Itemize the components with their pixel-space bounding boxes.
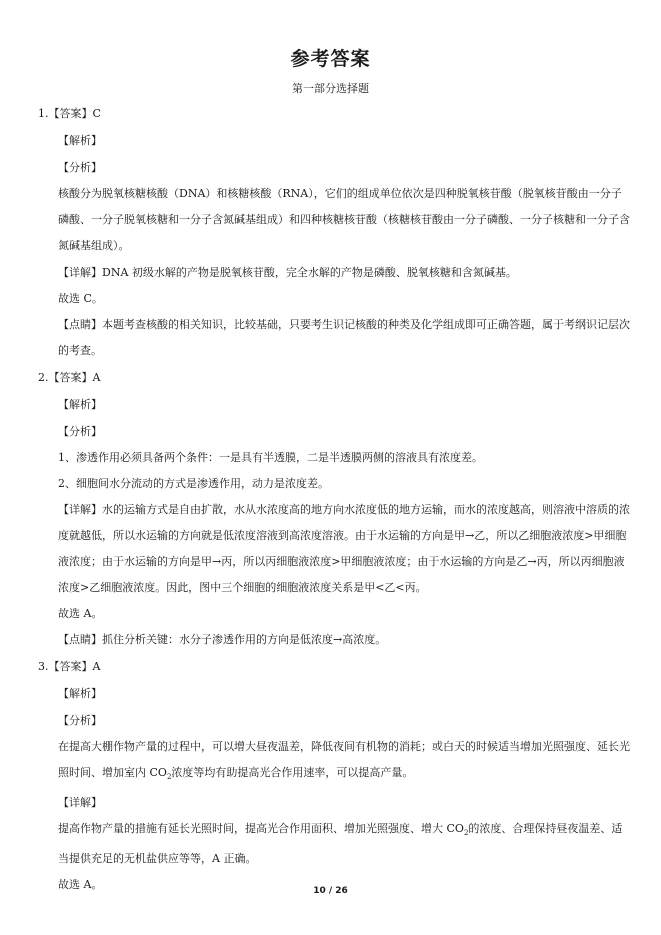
answer-1-jiexi: 【解析】	[58, 134, 102, 147]
page-number: 10 / 26	[313, 886, 348, 896]
answer-2-jiexi: 【解析】	[58, 398, 102, 411]
answer-1-analysis: 核酸分为脱氧核糖核酸（DNA）和核糖核酸（RNA），它们的组成单位依次是四种脱氧核苷酸（脱氧核苷酸由一分子磷酸、一分子脱氧核糖和一分子含氮碱基组成）和四种核糖核苷酸（核糖核苷酸由一分子磷酸、一分子核糖和一分子含氮碱基组成）。	[58, 187, 630, 252]
answer-3-heading: 3.【答案】A	[38, 660, 101, 673]
answer-3-analysis-part-b: 浓度等均有助提高光合作用速率，可以提高产量。	[171, 766, 414, 779]
answer-content	[38, 106, 628, 898]
answer-3-analysis	[38, 734, 630, 790]
answer-2-comment: 【点睛】抓住分析关键：水分子渗透作用的方向是低浓度→高浓度。	[58, 633, 387, 646]
answer-3-detail-part-a: 提高作物产量的措施有延长光照时间，提高光合作用面积、增加光照强度、增大 CO	[58, 822, 464, 836]
answer-3-analysis-part-a: 在提高大棚作物产量的过程中，可以增大昼夜温差，降低夜间有机物的消耗；或白天的时候适当增加光照强度、延长光照时间、增加室内 CO	[58, 740, 630, 779]
answer-3-detail-part-b: 的浓度、合理保持昼夜温差、适当提供充足的无机盐供应等等，A 正确。	[58, 822, 623, 866]
answer-3-fenxi: 【分析】	[58, 714, 102, 727]
answer-2-choice: 故选 A。	[58, 607, 103, 620]
answer-2-heading: 2.【答案】A	[38, 371, 101, 384]
answer-3-analysis-subscript: 2	[166, 773, 172, 782]
answer-2-detail: 【详解】水的运输方式是自由扩散，水从水浓度高的地方向水浓度低的地方运输，而水的浓度越高，则溶液中溶质的浓度就越低，所以水运输的方向就是低浓度溶液到高浓度溶液。由于水运输的方向是甲→乙，所以乙细胞液浓度>甲细胞液浓度；由于水运输的方向是甲→丙，所以丙细胞液浓度>甲细胞液浓度；由于水运输的方向是乙→丙，所以丙细胞液浓度>乙细胞液浓度。因此，图中三个细胞的细胞液浓度关系是甲<乙<丙。	[58, 503, 630, 594]
answer-3-jiexi: 【解析】	[58, 687, 102, 700]
answer-1-heading: 1.【答案】C	[38, 107, 101, 120]
answer-1-comment: 【点睛】本题考查核酸的相关知识，比较基础，只要考生识记核酸的种类及化学组成即可正确答题，属于考纲识记层次的考查。	[58, 318, 630, 357]
answer-1-choice: 故选 C。	[58, 292, 103, 305]
answer-2-point1: 1、渗透作用必须具备两个条件：一是具有半透膜，二是半透膜两侧的溶液具有浓度差。	[58, 451, 483, 464]
answer-1-fenxi: 【分析】	[58, 161, 102, 174]
answer-3-detail-subscript: 2	[463, 829, 469, 838]
answer-3-detail	[38, 816, 630, 872]
answer-3-xiangjie: 【详解】	[58, 796, 102, 810]
page-title: 参考答案	[290, 48, 371, 70]
answer-1-detail: 【详解】DNA 初级水解的产物是脱氧核苷酸，完全水解的产物是磷酸、脱氧核糖和含氮碱基。	[58, 266, 517, 279]
section-subtitle: 第一部分选择题	[292, 82, 369, 95]
answer-2-point2: 2、细胞间水分流动的方式是渗透作用，动力是浓度差。	[58, 477, 329, 490]
answer-2-fenxi: 【分析】	[58, 425, 102, 438]
answer-3-choice: 故选 A。	[58, 878, 103, 892]
